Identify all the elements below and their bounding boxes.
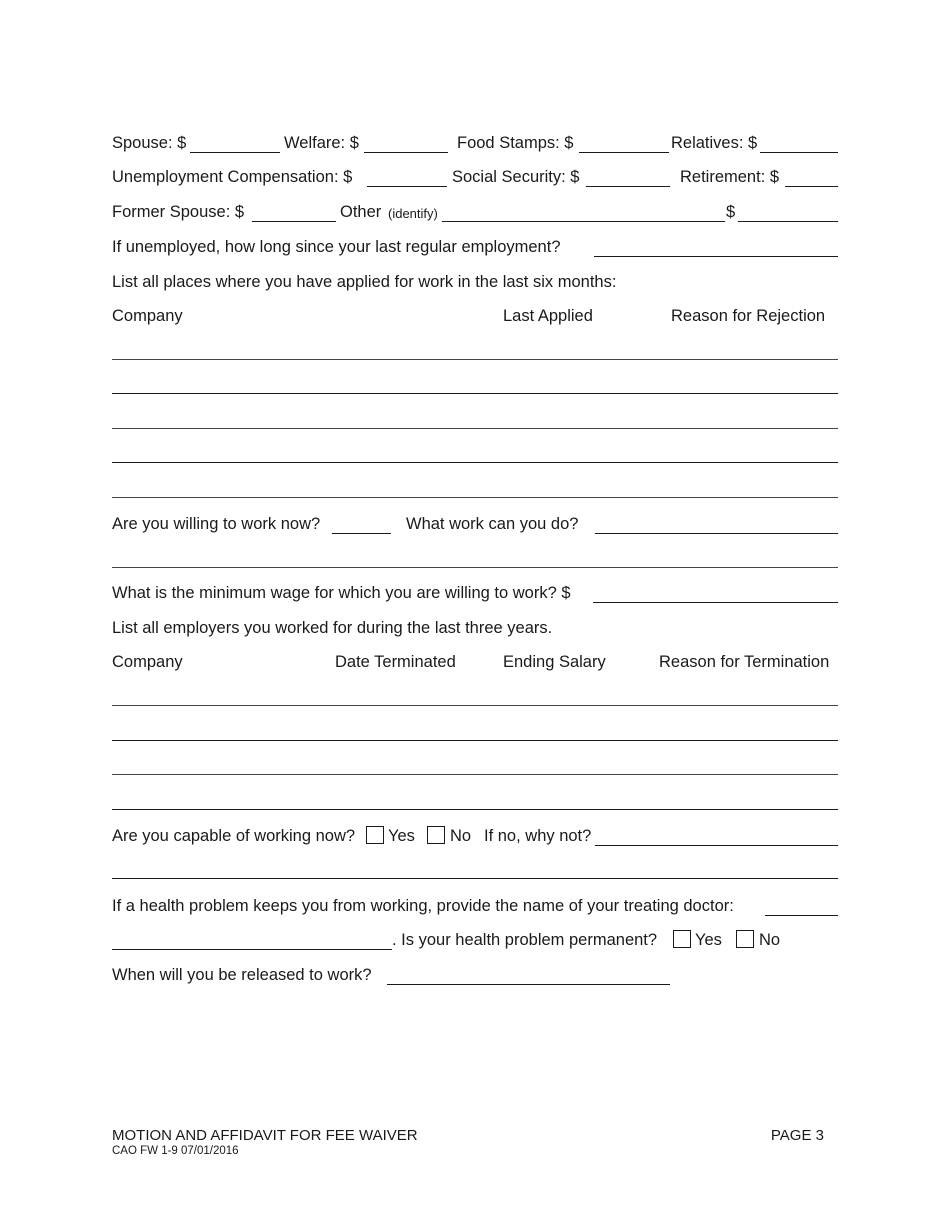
applied-line-2[interactable] [112,393,838,394]
other-amount-field[interactable] [738,221,838,222]
permanent-yes-label: Yes [695,931,722,949]
capable-yes-label: Yes [388,827,415,845]
employers-col-company: Company [112,653,183,671]
capable-no-label: No [450,827,472,845]
min-wage-question: What is the minimum wage for which you are willing to work? $ [112,584,571,602]
what-work-field[interactable] [595,533,838,534]
doctor-row [112,896,838,920]
identify-label: (identify) [388,206,438,221]
why-not-field[interactable] [595,845,838,846]
capable-row [112,826,838,850]
released-date-field[interactable] [387,984,670,985]
permanent-no-checkbox[interactable] [736,930,754,948]
applied-line-5[interactable] [112,497,838,498]
doctor-name-continuation-field[interactable] [112,949,392,950]
former-spouse-amount-field[interactable] [252,221,336,222]
what-work-question: What work can you do? [406,515,579,533]
applied-line-3[interactable] [112,428,838,429]
retirement-amount-field[interactable] [785,186,838,187]
other-label: Other [340,203,382,221]
employers-col-salary: Ending Salary [503,653,606,671]
willing-answer-field[interactable] [332,533,391,534]
unemployed-question: If unemployed, how long since your last regular employment? [112,238,561,256]
employers-line-3[interactable] [112,774,838,775]
employers-col-date: Date Terminated [335,653,456,671]
capable-yes-checkbox[interactable] [366,826,384,844]
applied-heading-row [112,272,838,296]
permanent-yes-checkbox[interactable] [673,930,691,948]
income-row-3 [112,202,838,226]
welfare-label: Welfare: $ [284,134,359,152]
applied-heading: List all places where you have applied for work in the last six months: [112,273,617,291]
income-row-1 [112,133,838,157]
why-not-continuation-line[interactable] [112,878,838,879]
permanent-question: . Is your health problem permanent? [392,931,658,949]
other-identify-field[interactable] [442,221,725,222]
min-wage-field[interactable] [593,602,838,603]
employers-heading: List all employers you worked for during the last three years. [112,619,553,637]
doctor-question: If a health problem keeps you from working, provide the name of your treating doctor: [112,897,734,915]
capable-question: Are you capable of working now? [112,827,356,845]
unemployed-row [112,237,838,261]
spouse-amount-field[interactable] [190,152,280,153]
income-row-2 [112,167,838,191]
spouse-label: Spouse: $ [112,134,187,152]
applied-col-company: Company [112,307,183,325]
applied-col-last-applied: Last Applied [503,307,593,325]
unemployed-duration-field[interactable] [594,256,838,257]
applied-line-1[interactable] [112,359,838,360]
footer-title: MOTION AND AFFIDAVIT FOR FEE WAIVER [112,1127,418,1144]
food-stamps-amount-field[interactable] [579,152,669,153]
footer-form-id: CAO FW 1-9 07/01/2016 [112,1145,239,1157]
employers-line-1[interactable] [112,705,838,706]
min-wage-row [112,583,838,607]
relatives-amount-field[interactable] [760,152,838,153]
employers-col-reason: Reason for Termination [659,653,830,671]
permanent-no-label: No [759,931,781,949]
social-security-amount-field[interactable] [586,186,670,187]
retirement-label: Retirement: $ [680,168,780,186]
applied-col-reason: Reason for Rejection [671,307,826,325]
willing-row [112,514,838,538]
willing-question: Are you willing to work now? [112,515,321,533]
welfare-amount-field[interactable] [364,152,448,153]
why-not-label: If no, why not? [484,827,592,845]
employers-line-4[interactable] [112,809,838,810]
relatives-label: Relatives: $ [671,134,758,152]
former-spouse-label: Former Spouse: $ [112,203,245,221]
applied-line-4[interactable] [112,462,838,463]
released-row [112,965,838,989]
permanent-row [112,930,838,954]
employers-heading-row [112,618,838,642]
capable-no-checkbox[interactable] [427,826,445,844]
applied-columns-row [112,306,838,330]
what-work-continuation-line[interactable] [112,567,838,568]
employers-columns-row [112,652,838,676]
unemployment-label: Unemployment Compensation: $ [112,168,353,186]
unemployment-amount-field[interactable] [367,186,447,187]
employers-line-2[interactable] [112,740,838,741]
footer-page-number: PAGE 3 [770,1127,824,1144]
released-question: When will you be released to work? [112,966,372,984]
social-security-label: Social Security: $ [452,168,580,186]
food-stamps-label: Food Stamps: $ [457,134,574,152]
doctor-name-field[interactable] [765,915,838,916]
other-dollar-label: $ [726,203,736,221]
